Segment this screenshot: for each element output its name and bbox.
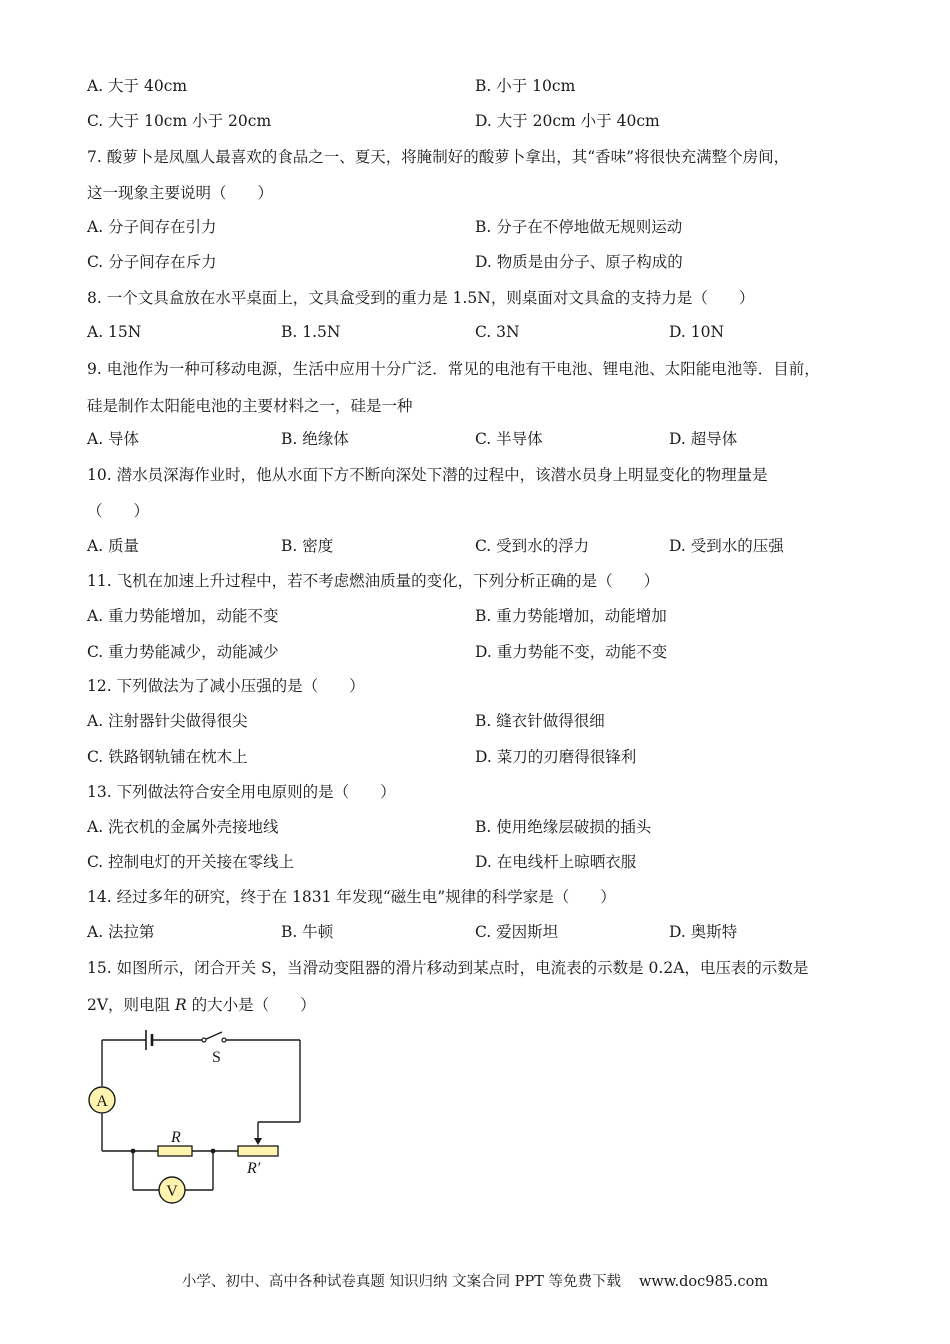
q13-option-b: B. 使用绝缘层破损的插头 xyxy=(475,818,652,836)
q7-option-c: C. 分子间存在斥力 xyxy=(87,253,217,271)
q10-option-c: C. 受到水的浮力 xyxy=(475,537,590,555)
q14-option-c: C. 爱因斯坦 xyxy=(475,923,559,941)
q10-option-b: B. 密度 xyxy=(281,537,334,555)
q6-option-a: A. 大于 40cm xyxy=(87,77,188,95)
q14-stem: 14. 经过多年的研究，终于在 1831 年发现“磁生电”规律的科学家是（ ） xyxy=(87,888,616,906)
q14-option-a: A. 法拉第 xyxy=(87,923,155,941)
q15-stem-line1: 15. 如图所示，闭合开关 S，当滑动变阻器的滑片移动到某点时，电流表的示数是 0.2A，电压表的示数是 xyxy=(87,959,809,977)
q9-option-b: B. 绝缘体 xyxy=(281,430,349,448)
footer-site-link[interactable]: www.doc985.com xyxy=(638,1274,769,1290)
switch-contact-left xyxy=(202,1038,206,1042)
q12-option-d: D. 菜刀的刃磨得很锋利 xyxy=(475,748,637,766)
q11-option-a: A. 重力势能增加，动能不变 xyxy=(87,607,279,625)
resistor-r-label: R xyxy=(171,1129,181,1146)
q9-stem-line2: 硅是制作太阳能电池的主要材料之一，硅是一种 xyxy=(87,397,413,415)
q8-option-a: A. 15N xyxy=(87,323,142,341)
q9-option-c: C. 半导体 xyxy=(475,430,543,448)
slider-arrow-icon xyxy=(254,1138,262,1145)
q9-stem-line1: 9. 电池作为一种可移动电源，生活中应用十分广泛．常见的电池有干电池、锂电池、太阳能电池等．目前， xyxy=(87,360,820,378)
rheostat-r-prime xyxy=(238,1146,278,1156)
q12-stem: 12. 下列做法为了减小压强的是（ ） xyxy=(87,677,365,695)
q10-stem-line2: （ ） xyxy=(87,502,150,520)
q9-option-a: A. 导体 xyxy=(87,430,140,448)
q10-option-d: D. 受到水的压强 xyxy=(669,537,784,555)
q11-option-d: D. 重力势能不变，动能不变 xyxy=(475,643,668,661)
q13-stem: 13. 下列做法符合安全用电原则的是（ ） xyxy=(87,783,396,801)
q8-option-d: D. 10N xyxy=(669,323,725,341)
q10-stem-line1: 10. 潜水员深海作业时，他从水面下方不断向深处下潜的过程中，该潜水员身上明显变化的物理量是 xyxy=(87,466,768,484)
switch-label: S xyxy=(212,1049,221,1066)
q8-option-c: C. 3N xyxy=(475,323,520,341)
q14-option-b: B. 牛顿 xyxy=(281,923,334,941)
q13-option-d: D. 在电线杆上晾晒衣服 xyxy=(475,853,637,871)
q12-option-b: B. 缝衣针做得很细 xyxy=(475,712,605,730)
q10-option-a: A. 质量 xyxy=(87,537,140,555)
q6-option-b: B. 小于 10cm xyxy=(475,77,576,95)
switch-contact-right xyxy=(222,1038,226,1042)
q9-option-d: D. 超导体 xyxy=(669,430,738,448)
q11-option-b: B. 重力势能增加，动能增加 xyxy=(475,607,667,625)
q7-option-d: D. 物质是由分子、原子构成的 xyxy=(475,253,683,271)
q8-stem: 8. 一个文具盒放在水平桌面上，文具盒受到的重力是 1.5N，则桌面对文具盒的支持力是（ ） xyxy=(87,289,755,307)
q15-stem-line2-post: 的大小是（ ） xyxy=(186,996,316,1014)
q13-option-c: C. 控制电灯的开关接在零线上 xyxy=(87,853,295,871)
q15-stem-line2-var: R xyxy=(174,996,187,1014)
voltmeter-label: V xyxy=(166,1183,178,1200)
circuit-diagram xyxy=(80,1030,310,1210)
q7-stem-line2: 这一现象主要说明（ ） xyxy=(87,184,274,202)
junction-left xyxy=(131,1149,136,1154)
ammeter-label: A xyxy=(96,1093,108,1110)
q12-option-c: C. 铁路钢轨铺在枕木上 xyxy=(87,748,248,766)
q14-option-d: D. 奥斯特 xyxy=(669,923,738,941)
page-footer xyxy=(0,1270,950,1291)
q15-stem-line2-pre: 2V，则电阻 xyxy=(87,996,175,1014)
rheostat-label: R′ xyxy=(247,1160,261,1177)
q11-option-c: C. 重力势能减少，动能减少 xyxy=(87,643,279,661)
resistor-r xyxy=(158,1146,192,1156)
q12-option-a: A. 注射器针尖做得很尖 xyxy=(87,712,248,730)
q6-option-d: D. 大于 20cm 小于 40cm xyxy=(475,112,660,130)
footer-text: 小学、初中、高中各种试卷真题 知识归纳 文案合同 PPT 等免费下载 xyxy=(181,1274,621,1290)
q11-stem: 11. 飞机在加速上升过程中，若不考虑燃油质量的变化，下列分析正确的是（ ） xyxy=(87,572,660,590)
junction-right xyxy=(211,1149,216,1154)
q7-stem-line1: 7. 酸萝卜是凤凰人最喜欢的食品之一、夏天，将腌制好的酸萝卜拿出，其“香味”将很快充满整个房间， xyxy=(87,148,790,166)
q15-stem-line2 xyxy=(87,995,316,1015)
q8-option-b: B. 1.5N xyxy=(281,323,341,341)
switch-blade xyxy=(204,1032,222,1040)
q7-option-b: B. 分子在不停地做无规则运动 xyxy=(475,218,683,236)
q7-option-a: A. 分子间存在引力 xyxy=(87,218,217,236)
q13-option-a: A. 洗衣机的金属外壳接地线 xyxy=(87,818,279,836)
q6-option-c: C. 大于 10cm 小于 20cm xyxy=(87,112,272,130)
